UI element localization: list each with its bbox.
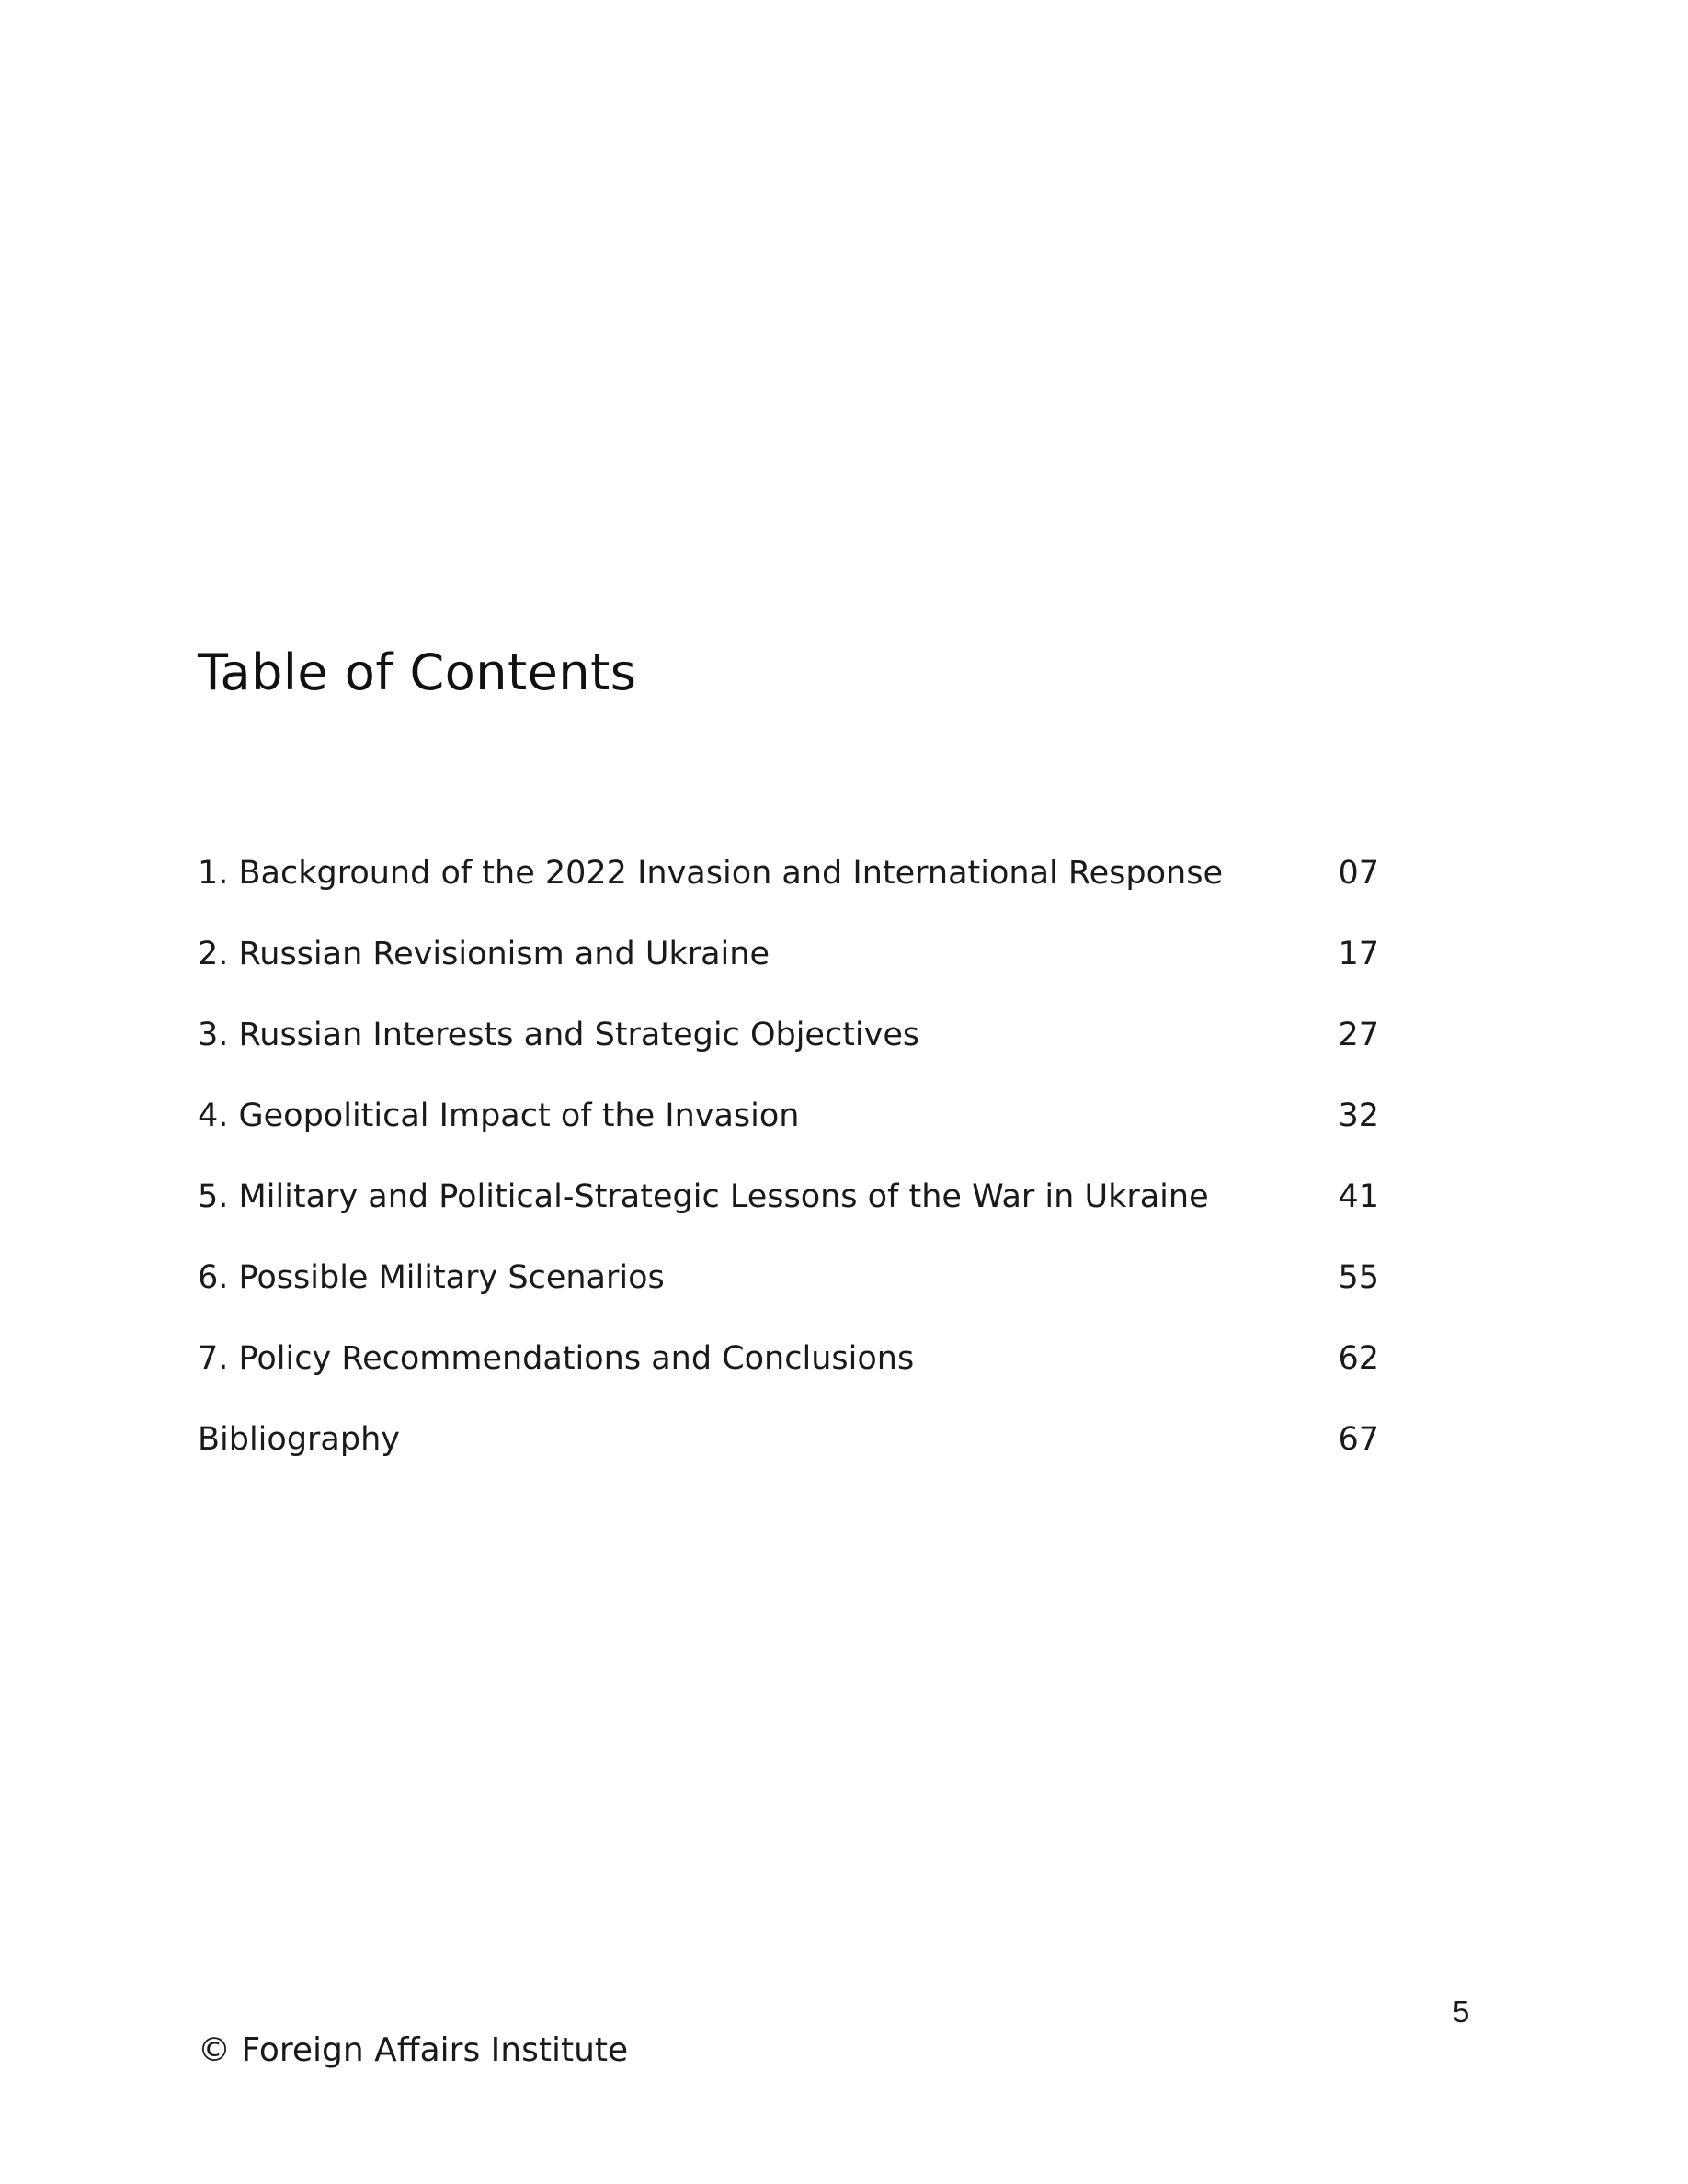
toc-list <box>198 846 1402 1493</box>
toc-entry-title: 6. Possible Military Scenarios <box>198 1259 665 1296</box>
toc-entry-title: 7. Policy Recommendations and Conclusions <box>198 1340 915 1377</box>
toc-entry-page-number: 27 <box>1338 1017 1379 1053</box>
toc-entry-page-number: 62 <box>1338 1340 1379 1377</box>
toc-entry[interactable] <box>198 1169 1402 1250</box>
toc-entry[interactable] <box>198 1331 1402 1412</box>
toc-entry-title: 4. Geopolitical Impact of the Invasion <box>198 1098 800 1134</box>
toc-entry-page-number: 41 <box>1338 1178 1379 1215</box>
toc-entry[interactable] <box>198 927 1402 1007</box>
toc-entry-title: Bibliography <box>198 1421 400 1458</box>
toc-entry-title: 5. Military and Political-Strategic Lessons of the War in Ukraine <box>198 1178 1209 1215</box>
toc-entry-bibliography[interactable] <box>198 1412 1402 1493</box>
toc-entry-page-number: 17 <box>1338 936 1379 973</box>
toc-entry-page-number: 67 <box>1338 1421 1379 1458</box>
toc-entry[interactable] <box>198 1007 1402 1088</box>
toc-entry[interactable] <box>198 1250 1402 1331</box>
toc-entry-page-number: 32 <box>1338 1098 1379 1134</box>
toc-entry[interactable] <box>198 1088 1402 1169</box>
toc-entry-title: 3. Russian Interests and Strategic Objectives <box>198 1017 920 1053</box>
toc-entry-title: 2. Russian Revisionism and Ukraine <box>198 936 770 973</box>
toc-entry[interactable] <box>198 846 1402 927</box>
toc-entry-page-number: 55 <box>1338 1259 1379 1296</box>
page-number: 5 <box>1453 1995 1470 2029</box>
toc-entry-title: 1. Background of the 2022 Invasion and International Response <box>198 855 1223 892</box>
toc-entry-page-number: 07 <box>1338 855 1379 892</box>
page-title: Table of Contents <box>198 643 637 701</box>
footer-copyright: © Foreign Affairs Institute <box>198 2031 629 2069</box>
